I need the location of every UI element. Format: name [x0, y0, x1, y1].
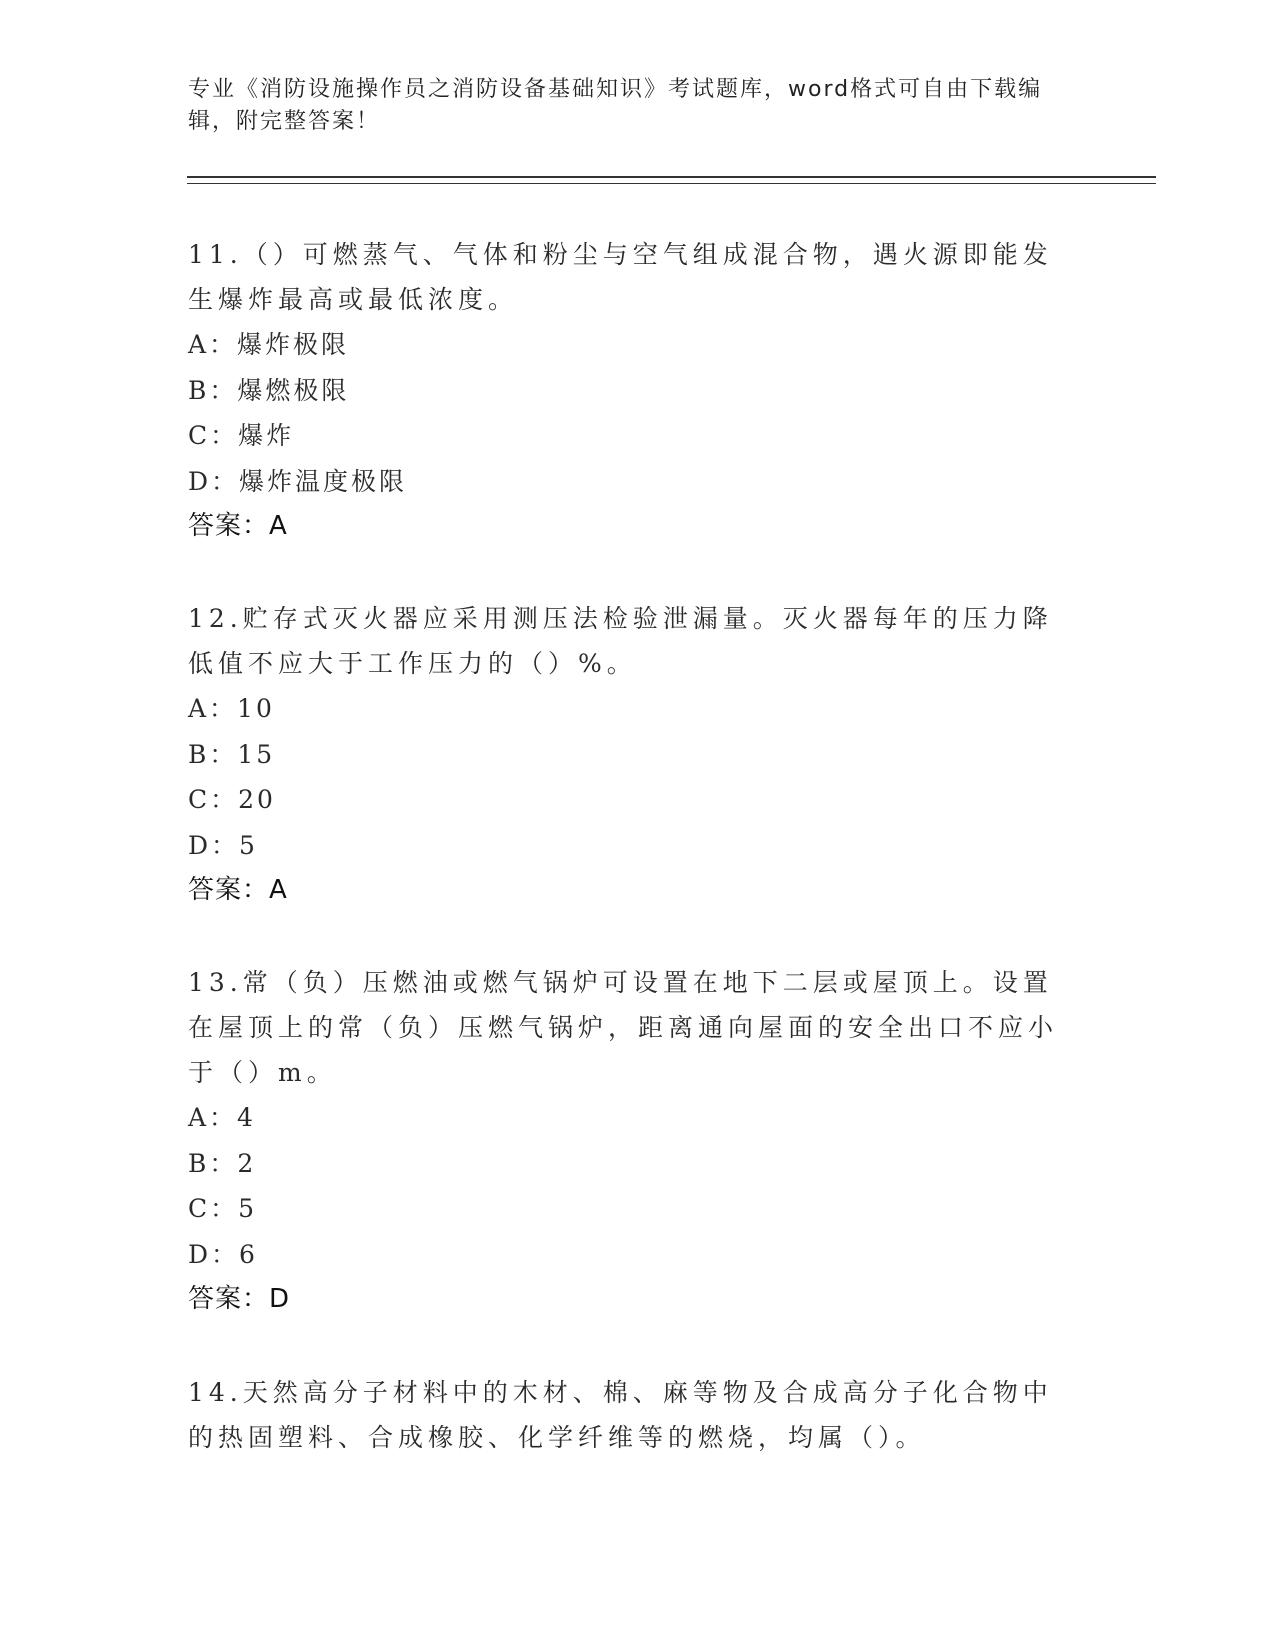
answer-line: 答案：A	[188, 511, 288, 541]
question-stem: 13.常（负）压燃油或燃气锅炉可设置在地下二层或屋顶上。设置在屋顶上的常（负）压燃气锅炉，距离通向屋面的安全出口不应小于（）m。	[188, 968, 1059, 1087]
header-divider-thin	[187, 183, 1156, 184]
question-13	[188, 960, 1088, 1322]
option-a: A：10	[188, 694, 275, 723]
option-d: D：6	[188, 1239, 258, 1269]
option-b: B：15	[188, 739, 276, 769]
answer-line: 答案：A	[188, 875, 288, 905]
option-c: C：爆炸	[188, 421, 295, 450]
option-a: A：4	[188, 1103, 256, 1132]
question-14	[188, 1370, 1088, 1460]
question-stem: 14.天然高分子材料中的木材、棉、麻等物及合成高分子化合物中的热固塑料、合成橡胶、化学纤维等的燃烧，均属（）。	[188, 1378, 1053, 1452]
document-header: 专业《消防设施操作员之消防设备基础知识》考试题库，word格式可自由下载编辑，附完整答案！	[188, 77, 1043, 134]
answer-line: 答案：D	[188, 1284, 291, 1314]
option-d: D：爆炸温度极限	[188, 466, 408, 496]
question-stem: 11.（）可燃蒸气、气体和粉尘与空气组成混合物，遇火源即能发生爆炸最高或最低浓度。	[188, 240, 1053, 314]
option-b: B：爆燃极限	[188, 375, 350, 405]
header-divider-thick	[187, 176, 1156, 178]
question-11	[188, 232, 1088, 549]
option-c: C：5	[188, 1194, 258, 1223]
option-c: C：20	[188, 785, 276, 814]
question-12	[188, 596, 1088, 913]
question-stem: 12.贮存式灭火器应采用测压法检验泄漏量。灭火器每年的压力降低值不应大于工作压力的（）%。	[188, 604, 1053, 678]
option-b: B：2	[188, 1148, 257, 1178]
option-a: A：爆炸极限	[188, 330, 350, 359]
option-d: D：5	[188, 830, 258, 860]
